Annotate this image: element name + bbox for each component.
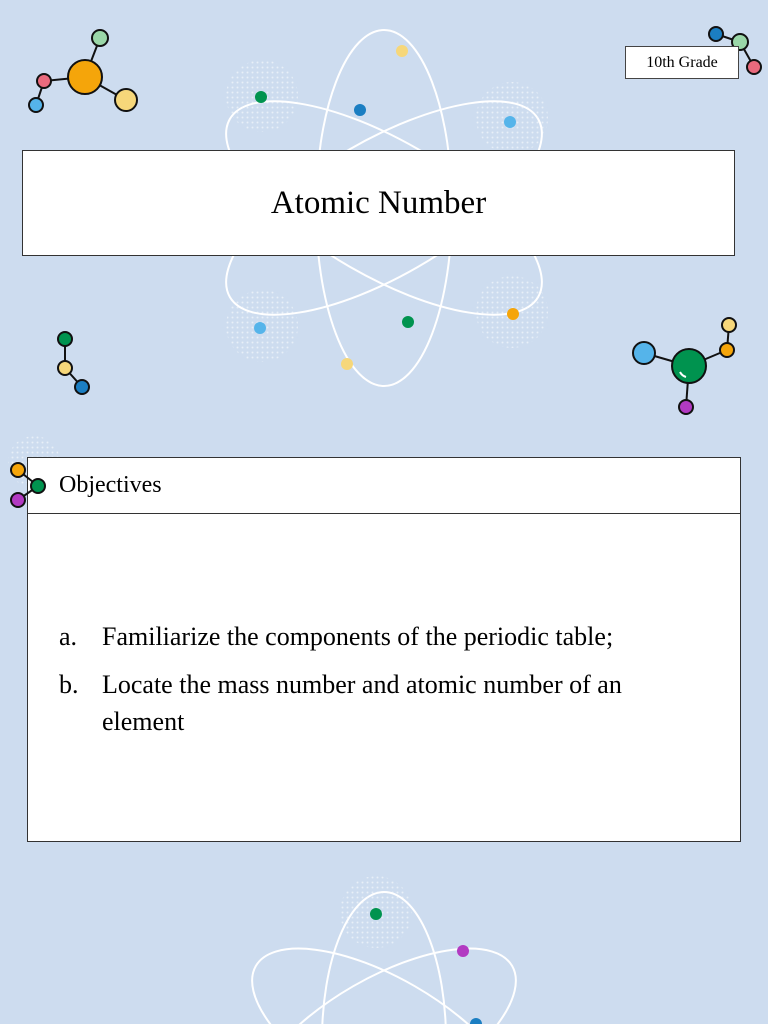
molecule-icon-top-left <box>29 30 137 112</box>
title-box <box>22 150 735 256</box>
objective-item <box>28 618 740 655</box>
objective-text: Familiarize the components of the periodic table; <box>102 622 614 651</box>
molecule-icon-objectives <box>0 455 60 515</box>
grade-label <box>625 46 739 79</box>
objectives-heading: Objectives <box>59 472 162 498</box>
molecule-icon-left <box>58 332 89 394</box>
objective-text: Locate the mass number and atomic number of an element <box>102 670 622 736</box>
molecule-icon-right <box>633 318 736 414</box>
objective-marker: a. <box>59 622 78 651</box>
objectives-panel <box>27 457 741 842</box>
objectives-header <box>28 458 740 514</box>
objective-item <box>28 666 740 740</box>
objectives-list <box>28 618 740 751</box>
page-title: Atomic Number <box>270 184 487 221</box>
objective-marker: b. <box>59 670 79 699</box>
grade-label-text: 10th Grade <box>646 53 718 71</box>
